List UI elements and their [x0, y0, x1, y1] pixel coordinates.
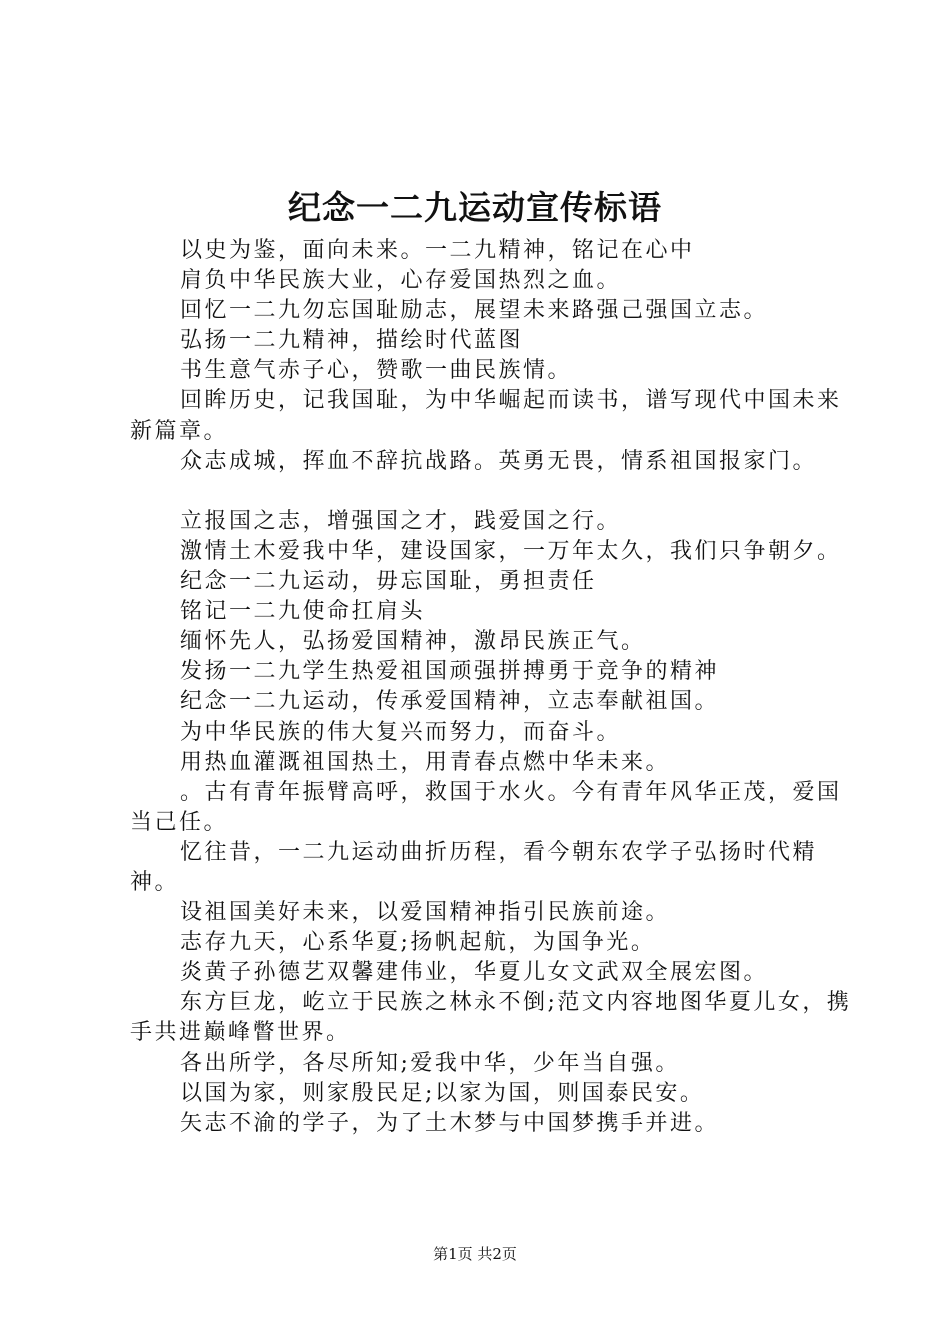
paragraph: 发扬一二九学生热爱祖国顽强拼搏勇于竞争的精神	[180, 659, 720, 685]
paragraph: 东方巨龙，屹立于民族之林永不倒;范文内容地图华夏儿女，携手共进巅峰瞥世界。	[130, 990, 852, 1046]
paragraph: 设祖国美好未来，以爱国精神指引民族前途。	[180, 900, 671, 926]
paragraph: 缅怀先人，弘扬爱国精神，激昂民族正气。	[180, 629, 646, 655]
paragraph: 各出所学，各尽所知;爱我中华，少年当自强。	[180, 1050, 680, 1076]
paragraph: 激情土木爱我中华，建设国家，一万年太久，我们只争朝夕。	[180, 538, 842, 564]
paragraph: 肩负中华民族大业，心存爱国热烈之血。	[180, 268, 622, 294]
paragraph: 以国为家，则家殷民足;以家为国，则国泰民安。	[180, 1080, 705, 1106]
blank-line	[130, 477, 860, 507]
paragraph: 忆往昔，一二九运动曲折历程，看今朝东农学子弘扬时代精神。	[130, 839, 818, 895]
paragraph: 众志成城，挥血不辞抗战路。英勇无畏，情系祖国报家门。	[180, 448, 818, 474]
paragraph: 回忆一二九勿忘国耻励志，展望未来路强己强国立志。	[180, 298, 769, 324]
page-number-footer: 第1页 共2页	[433, 1245, 517, 1263]
document-title: 纪念一二九运动宣传标语	[288, 188, 662, 227]
paragraph: 以史为鉴，面向未来。一二九精神，铭记在心中	[180, 238, 695, 263]
paragraph: 纪念一二九运动，毋忘国耻，勇担责任	[180, 569, 597, 595]
paragraph: 弘扬一二九精神，描绘时代蓝图	[180, 328, 524, 354]
paragraph: 为中华民族的伟大复兴而努力，而奋斗。	[180, 719, 622, 745]
paragraph: 矢志不渝的学子，为了土木梦与中国梦携手并进。	[180, 1110, 720, 1136]
paragraph: 炎黄子孙德艺双馨建伟业，华夏儿女文武双全展宏图。	[180, 960, 769, 986]
paragraph: 立报国之志，增强国之才，践爱国之行。	[180, 508, 622, 534]
paragraph: 用热血灌溉祖国热土，用青春点燃中华未来。	[180, 749, 671, 775]
document-body	[130, 236, 860, 1139]
paragraph: 纪念一二九运动，传承爱国精神，立志奉献祖国。	[180, 689, 720, 715]
paragraph: 。古有青年振臂高呼，救国于水火。今有青年风华正茂，爱国当己任。	[130, 779, 842, 835]
paragraph: 书生意气赤子心，赞歌一曲民族情。	[180, 358, 573, 384]
paragraph: 回眸历史，记我国耻，为中华崛起而读书，谱写现代中国未来新篇章。	[130, 388, 842, 444]
paragraph: 志存九天，心系华夏;扬帆起航，为国争光。	[180, 930, 656, 956]
paragraph: 铭记一二九使命扛肩头	[180, 599, 426, 625]
